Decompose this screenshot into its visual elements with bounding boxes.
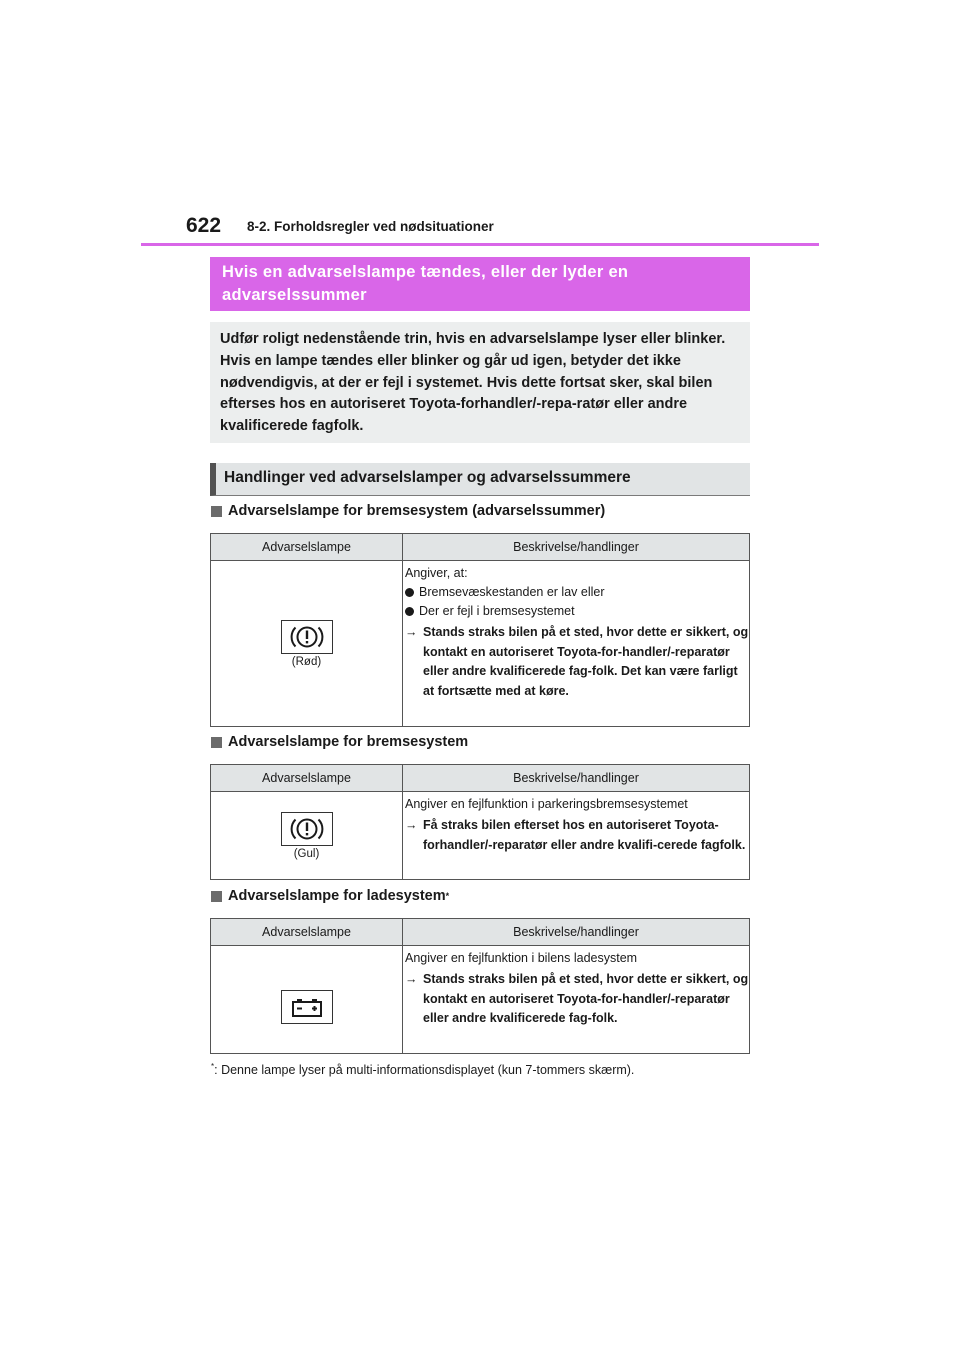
section-title-brake xyxy=(211,734,468,750)
warning-table-brake-buzzer xyxy=(210,533,750,727)
battery-icon xyxy=(281,990,333,1024)
footnote-mark: * xyxy=(211,1062,215,1071)
intro-box: Udfør roligt nedenstående trin, hvis en advarselslampe lyser eller blinker. Hvis en lampe tændes eller blinker og går ud igen, betyder det ikke nødvendigvis, at der er fejl i systemet. Hvis dette fortsat sker, skal bilen efterses hos en autoriseret Toyota-forhandler/-repa-ratør eller andre kvalificerede fagfolk. xyxy=(210,322,750,443)
footnote-text: : Denne lampe lyser på multi-informationsdisplayet (kun 7-tommers skærm). xyxy=(214,1063,635,1078)
square-bullet-icon xyxy=(211,506,222,517)
warning-table-charging xyxy=(210,918,750,1054)
description-intro: Angiver en fejlfunktion i parkeringsbremsesystemet xyxy=(405,797,688,811)
section-title-charging xyxy=(211,888,449,904)
col-header-lamp: Advarselslampe xyxy=(211,765,403,792)
icon-caption: (Gul) xyxy=(293,847,320,860)
lamp-cell xyxy=(211,792,403,880)
col-header-description: Beskrivelse/handlinger xyxy=(403,534,750,561)
square-bullet-icon xyxy=(211,737,222,748)
header-rule xyxy=(141,243,819,246)
lamp-cell xyxy=(211,561,403,727)
subheader: Handlinger ved advarselslamper og advarselssummere xyxy=(210,463,750,496)
section-label: 8-2. Forholdsregler ved nødsituationer xyxy=(247,219,494,234)
col-header-description: Beskrivelse/handlinger xyxy=(403,765,750,792)
lamp-cell xyxy=(211,946,403,1054)
arrow-icon: → xyxy=(405,625,418,639)
section-title-text: Advarselslampe for bremsesystem (advarselssummer) xyxy=(228,503,606,519)
warning-table-brake xyxy=(210,764,750,880)
page-title: Hvis en advarselslampe tændes, eller der lyder en advarselssummer xyxy=(210,257,750,311)
bullet-dot-icon xyxy=(405,607,414,616)
footnote xyxy=(211,1062,634,1077)
col-header-lamp: Advarselslampe xyxy=(211,919,403,946)
section-title-text: Advarselslampe for ladesystem xyxy=(228,888,446,904)
arrow-icon: → xyxy=(405,818,418,832)
action-item: → Få straks bilen efterset hos en autoriseret Toyota-forhandler/-reparatør eller andre kvalifi-cerede fagfolk. xyxy=(405,816,749,855)
col-header-description: Beskrivelse/handlinger xyxy=(403,919,750,946)
description-cell xyxy=(403,792,750,880)
section-title-brake-buzzer xyxy=(211,503,605,519)
arrow-icon: → xyxy=(405,972,418,986)
description-cell xyxy=(403,946,750,1054)
action-item: → Stands straks bilen på et sted, hvor dette er sikkert, og kontakt en autoriseret Toyota-for-handler/-reparatør eller andre kvalificerede fag-folk. Det kan være farligt at fortsætte med at køre. xyxy=(405,623,749,701)
bullet-dot-icon xyxy=(405,588,414,597)
description-intro: Angiver, at: xyxy=(405,566,468,580)
action-item: → Stands straks bilen på et sted, hvor dette er sikkert, og kontakt en autoriseret Toyota-for-handler/-reparatør eller andre kvalificerede fag-folk. xyxy=(405,970,749,1029)
footnote-mark: * xyxy=(445,891,450,901)
description-cell xyxy=(403,561,750,727)
description-intro: Angiver en fejlfunktion i bilens ladesystem xyxy=(405,951,638,965)
list-item: Bremsevæskestanden er lav eller xyxy=(405,583,749,602)
page-number: 622 xyxy=(186,214,222,237)
icon-caption: (Rød) xyxy=(291,655,322,668)
col-header-lamp: Advarselslampe xyxy=(211,534,403,561)
brake-warning-icon xyxy=(281,620,333,654)
list-item: Der er fejl i bremsesystemet xyxy=(405,602,749,621)
section-title-text: Advarselslampe for bremsesystem xyxy=(228,734,469,750)
square-bullet-icon xyxy=(211,891,222,902)
brake-warning-icon xyxy=(281,812,333,846)
